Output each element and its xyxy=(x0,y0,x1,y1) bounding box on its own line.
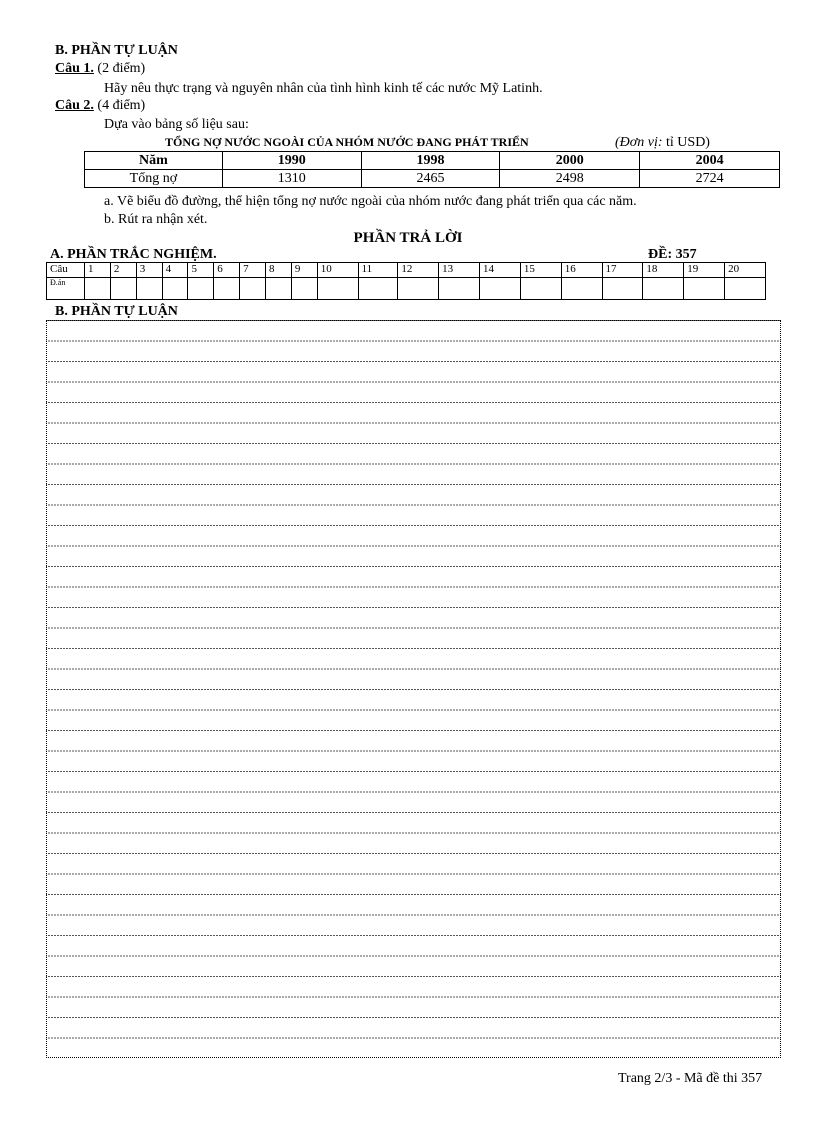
question-number: 15 xyxy=(520,263,561,278)
answer-cell[interactable] xyxy=(266,278,292,300)
part-a-title: A. PHẦN TRẮC NGHIỆM. xyxy=(50,247,217,262)
question-2-header xyxy=(55,97,145,114)
question-number: 9 xyxy=(291,263,317,278)
answer-grid xyxy=(46,262,766,300)
question-number: 18 xyxy=(643,263,684,278)
question-number: 12 xyxy=(398,263,439,278)
table-title: TỔNG NỢ NƯỚC NGOÀI CỦA NHÓM NƯỚC ĐANG PHÁT TRIỂN xyxy=(165,135,529,149)
question-2-label: Câu 2. xyxy=(55,98,94,113)
essay-answer-area[interactable] xyxy=(46,320,781,1058)
table-row xyxy=(85,170,780,188)
answer-cell[interactable] xyxy=(358,278,398,300)
answer-row-label: Đ.án xyxy=(47,278,85,300)
unit-value: tỉ USD) xyxy=(666,135,710,150)
answer-section-title: PHẦN TRẢ LỜI xyxy=(353,230,463,246)
question-2-intro: Dựa vào bảng số liệu sau: xyxy=(104,117,249,132)
answer-cell[interactable] xyxy=(136,278,162,300)
answer-cell[interactable] xyxy=(162,278,188,300)
question-number: 1 xyxy=(85,263,111,278)
question-number: 17 xyxy=(602,263,643,278)
question-1-header xyxy=(55,60,145,77)
question-number: 20 xyxy=(725,263,766,278)
header-year: Năm xyxy=(85,152,223,170)
task-b: b. Rút ra nhận xét. xyxy=(104,212,208,227)
question-number: 13 xyxy=(439,263,480,278)
question-row-label: Câu xyxy=(47,263,85,278)
question-2-points: (4 điểm) xyxy=(97,98,146,113)
answer-cell[interactable] xyxy=(520,278,561,300)
part-b-title: B. PHẦN TỰ LUẬN xyxy=(55,43,178,58)
answer-cell[interactable] xyxy=(317,278,358,300)
answer-cell[interactable] xyxy=(684,278,725,300)
answer-cell[interactable] xyxy=(643,278,684,300)
value-1998: 2465 xyxy=(361,170,500,188)
answer-cell[interactable] xyxy=(725,278,766,300)
exam-code: ĐỀ: 357 xyxy=(648,247,697,262)
answer-cell[interactable] xyxy=(240,278,266,300)
answer-cell[interactable] xyxy=(480,278,521,300)
task-a: a. Vẽ biểu đồ đường, thể hiện tổng nợ nước ngoài của nhóm nước đang phát triển qua các năm. xyxy=(104,194,637,209)
unit-label: (Đơn vị: xyxy=(615,135,663,150)
question-number: 8 xyxy=(266,263,292,278)
value-1990: 1310 xyxy=(222,170,361,188)
question-number: 4 xyxy=(162,263,188,278)
question-number: 11 xyxy=(358,263,398,278)
header-1990: 1990 xyxy=(222,152,361,170)
question-number: 16 xyxy=(561,263,602,278)
answer-cell[interactable] xyxy=(398,278,439,300)
question-number: 14 xyxy=(480,263,521,278)
header-2004: 2004 xyxy=(640,152,780,170)
answer-cell[interactable] xyxy=(439,278,480,300)
question-number: 19 xyxy=(684,263,725,278)
row-label: Tổng nợ xyxy=(85,170,223,188)
debt-table xyxy=(84,151,780,188)
answer-cell[interactable] xyxy=(214,278,240,300)
answer-cell[interactable] xyxy=(561,278,602,300)
answer-part-b-title: B. PHẦN TỰ LUẬN xyxy=(55,304,178,319)
question-number: 2 xyxy=(110,263,136,278)
answer-cell[interactable] xyxy=(602,278,643,300)
answer-grid-question-row xyxy=(47,263,766,278)
question-1-points: (2 điểm) xyxy=(97,61,146,76)
question-number: 3 xyxy=(136,263,162,278)
question-number: 7 xyxy=(240,263,266,278)
question-1-text: Hãy nêu thực trạng và nguyên nhân của tình hình kinh tế các nước Mỹ Latinh. xyxy=(104,81,543,96)
question-number: 10 xyxy=(317,263,358,278)
value-2004: 2724 xyxy=(640,170,780,188)
answer-cell[interactable] xyxy=(85,278,111,300)
answer-cell[interactable] xyxy=(110,278,136,300)
table-unit xyxy=(615,134,710,151)
question-number: 5 xyxy=(188,263,214,278)
question-number: 6 xyxy=(214,263,240,278)
header-1998: 1998 xyxy=(361,152,500,170)
answer-cell[interactable] xyxy=(291,278,317,300)
page-footer: Trang 2/3 - Mã đề thi 357 xyxy=(618,1071,763,1086)
value-2000: 2498 xyxy=(500,170,640,188)
answer-grid-answer-row xyxy=(47,278,766,300)
answer-cell[interactable] xyxy=(188,278,214,300)
table-header-row xyxy=(85,152,780,170)
question-1-label: Câu 1. xyxy=(55,61,94,76)
header-2000: 2000 xyxy=(500,152,640,170)
